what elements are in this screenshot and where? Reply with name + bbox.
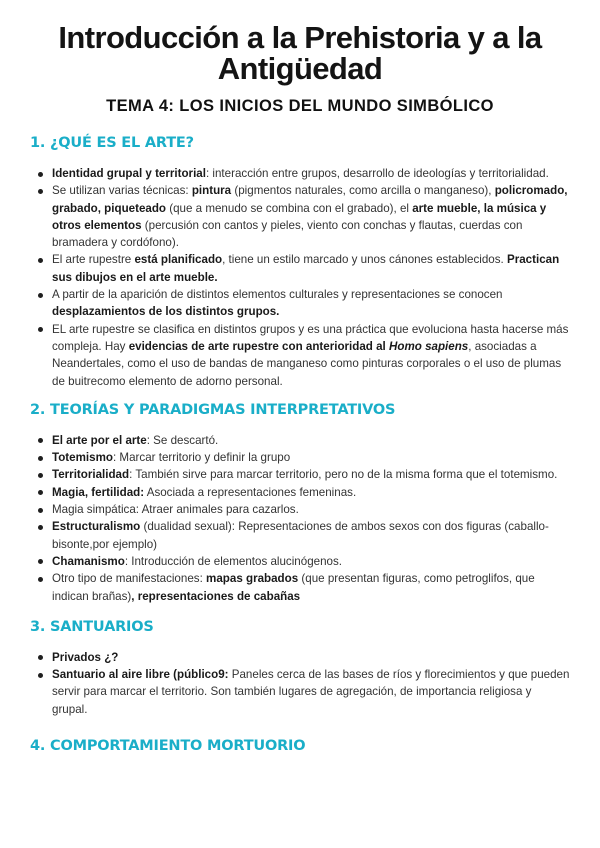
list-item: Privados ¿?: [52, 649, 570, 666]
list-item: A partir de la aparición de distintos elementos culturales y representaciones se conocen desplazamientos de los distintos grupos.: [52, 286, 570, 321]
list-item: Santuario al aire libre (público9: Paneles cerca de las bases de ríos y florecimientos y que pueden servir para marcar el territorio. Son también lugares de agregación, de importancia religiosa y grupal.: [52, 666, 570, 718]
bullet-list: [30, 432, 570, 605]
section-heading-comportamiento-mortuorio: 4. COMPORTAMIENTO MORTUORIO: [30, 738, 306, 755]
section-heading-santuarios: 3. SANTUARIOS: [30, 618, 154, 635]
section-heading-teorias: 2. TEORÍAS Y PARADIGMAS INTERPRETATIVOS: [30, 401, 396, 418]
list-item: Totemismo: Marcar territorio y definir la grupo: [52, 449, 570, 466]
section-heading-que-es-el-arte: 1. ¿QUÉ ES EL ARTE?: [30, 135, 194, 151]
list-item: Se utilizan varias técnicas: pintura (pigmentos naturales, como arcilla o manganeso), policromado, grabado, piqueteado (que a menudo se combina con el grabado), el arte mueble, la música y otros elementos (percusión con cantos y pieles, viento con conchas y flautas, cuerdas con bramadera y cordófono).: [52, 182, 570, 251]
list-item: Estructuralismo (dualidad sexual): Representaciones de ambos sexos con dos figuras (caballo-bisonte,por ejemplo): [52, 518, 570, 553]
list-item: Otro tipo de manifestaciones: mapas grabados (que presentan figuras, como petroglifos, que indican brañas), representaciones de cabañas: [52, 570, 570, 605]
list-item: Chamanismo: Introducción de elementos alucinógenos.: [52, 553, 570, 570]
list-item: Identidad grupal y territorial: interacción entre grupos, desarrollo de ideologías y territorialidad.: [52, 165, 570, 182]
list-item: EL arte rupestre se clasifica en distintos grupos y es una práctica que evoluciona hasta hacerse más compleja. Hay evidencias de arte rupestre con anterioridad al Homo sapiens, asociadas a Neandertales, como el uso de bandas de manganeso como pinturas corporales o el uso de plumas de buitrecomo elemento de adorno personal.: [52, 321, 570, 390]
bullet-list: [30, 649, 570, 718]
bullet-list: [30, 165, 570, 390]
list-item: Territorialidad: También sirve para marcar territorio, pero no de la misma forma que el totemismo.: [52, 466, 570, 483]
document-title: Introducción a la Prehistoria y a la Antigüedad: [58, 20, 542, 86]
list-item: El arte rupestre está planificado, tiene un estilo marcado y unos cánones establecidos. Practican sus dibujos en el arte mueble.: [52, 251, 570, 286]
list-item: Magia simpática: Atraer animales para cazarlos.: [52, 501, 570, 518]
document-subtitle: TEMA 4: LOS INICIOS DEL MUNDO SIMBÓLICO: [106, 97, 494, 115]
list-item: El arte por el arte: Se descartó.: [52, 432, 570, 449]
list-item: Magia, fertilidad: Asociada a representaciones femeninas.: [52, 484, 570, 501]
